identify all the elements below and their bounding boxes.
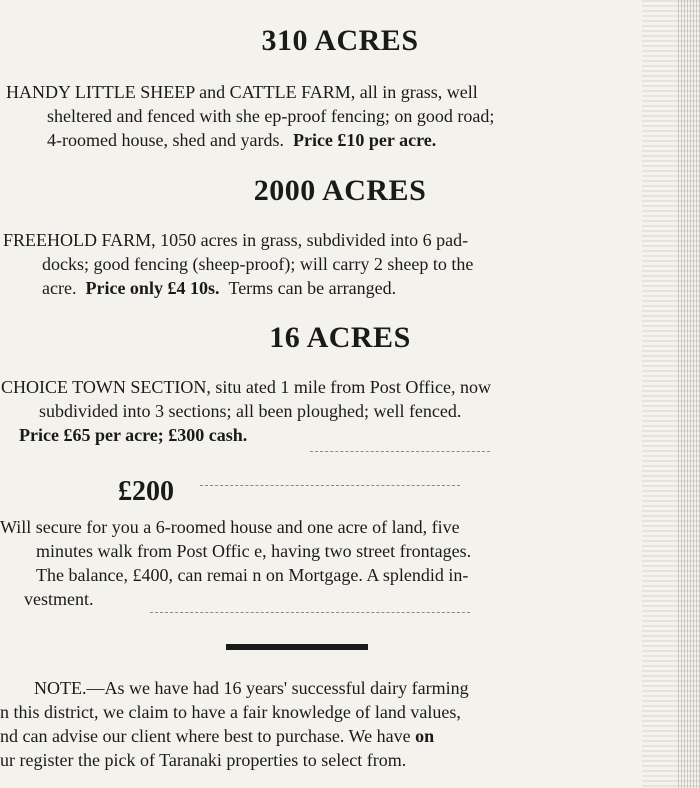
text-line: HANDY LITTLE SHEEP and CATTLE FARM, all in grass, well bbox=[6, 82, 478, 102]
text-line bbox=[6, 128, 494, 152]
text-segment: acre. bbox=[42, 278, 77, 298]
text-segment: Terms can be arranged. bbox=[228, 278, 397, 298]
listing-16-acres-text bbox=[1, 375, 491, 447]
listing-heading-2000-acres: 2000 ACRES bbox=[253, 174, 427, 207]
listing-heading-310-acres: 310 ACRES bbox=[261, 24, 419, 57]
listing-2000-acres-text bbox=[3, 228, 473, 300]
price-text: Price £65 per acre; £300 cash. bbox=[19, 425, 248, 445]
listing-310-acres-text bbox=[6, 80, 494, 152]
price-text: Price only £4 10s. bbox=[85, 278, 220, 298]
listing-200-text bbox=[0, 515, 471, 611]
text-line bbox=[0, 724, 469, 748]
text-line bbox=[3, 276, 473, 300]
text-line: minutes walk from Post Offic e, having two street frontages. bbox=[36, 541, 472, 561]
text-line: ur register the pick of Taranaki properties to select from. bbox=[0, 750, 407, 770]
price-text: Price £10 per acre. bbox=[292, 130, 437, 150]
text-line: n this district, we claim to have a fair knowledge of land values, bbox=[0, 702, 461, 722]
text-line: vestment. bbox=[24, 589, 94, 609]
text-line: Will secure for you a 6-roomed house and one acre of land, five bbox=[0, 517, 460, 537]
listing-heading-price-200: £200 bbox=[118, 476, 174, 507]
text-line: CHOICE TOWN SECTION, situ ated 1 mile from Post Office, now bbox=[1, 377, 491, 397]
text-line: sheltered and fenced with she ep-proof fencing; on good road; bbox=[47, 106, 495, 126]
print-smudge bbox=[200, 485, 460, 487]
text-line: NOTE.—As we have had 16 years' successful dairy farming bbox=[34, 678, 469, 698]
text-segment: 4-roomed house, shed and yards. bbox=[47, 130, 284, 150]
note-text bbox=[0, 676, 469, 772]
torn-edge-texture bbox=[678, 0, 700, 788]
print-smudge bbox=[150, 612, 470, 614]
text-segment: on bbox=[415, 726, 435, 746]
listing-heading-16-acres: 16 ACRES bbox=[269, 321, 411, 354]
text-segment: nd can advise our client where best to purchase. We have bbox=[0, 726, 411, 746]
text-line: docks; good fencing (sheep-proof); will carry 2 sheep to the bbox=[42, 254, 474, 274]
print-smudge bbox=[310, 451, 490, 453]
text-line: FREEHOLD FARM, 1050 acres in grass, subdivided into 6 pad- bbox=[3, 230, 469, 250]
text-line: subdivided into 3 sections; all been ploughed; well fenced. bbox=[39, 401, 462, 421]
section-divider bbox=[226, 644, 368, 650]
text-line: The balance, £400, can remai n on Mortgage. A splendid in- bbox=[36, 565, 469, 585]
